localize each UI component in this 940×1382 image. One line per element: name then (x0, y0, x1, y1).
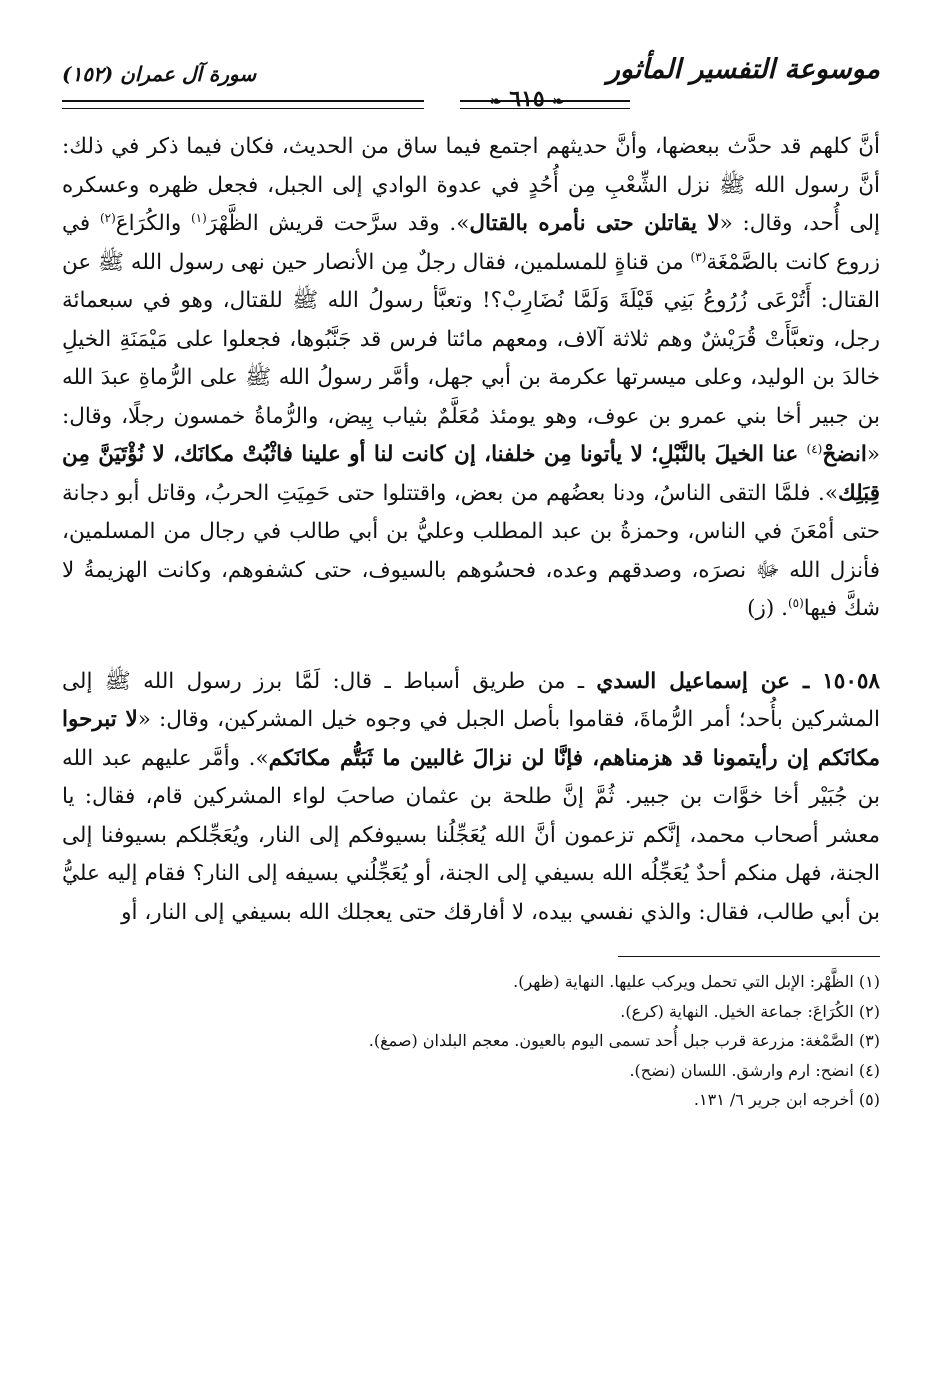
footnote-5: (٥) أخرجه ابن جرير ٦/ ١٣١. (693, 1090, 880, 1109)
bold-text: لا يقاتلن حتى نأمره بالقتال (469, 211, 720, 236)
text-segment: ». وقد سرَّحت قريش الظَّهْرَ (206, 211, 470, 236)
footnote-marker: (٥) (787, 595, 804, 610)
footnote-marker: (٤) (806, 441, 823, 456)
text-segment: . (ز) (747, 596, 788, 621)
bold-text: ١٥٠٥٨ ـ عن إسماعيل السدي (596, 668, 880, 694)
bold-text: لا تبرحوا مكانَكم إن رأيتمونا قد هزمناهم، فإنَّا لن نزالَ غالبين ما ثَبَتُّم مكانَكم (62, 707, 881, 771)
footnote-marker: (١) (190, 210, 207, 225)
ornament-icon: ❧ (489, 94, 502, 110)
footnotes (62, 967, 880, 1115)
text-segment: من قناةٍ للمسلمين، فقال رجلٌ مِن الأنصار حين نهى رسول الله ﷺ عن القتال: أَتُرْعَى زُرُوعُ بَنِي قَيْلَةَ وَلَمَّا نُضَارِبْ؟! وتعبَّأ رسولُ الله ﷺ للقتال، وهو في سبعمائة رجل، وتعبَّأَتْ قُرَيْشٌ وهم ثلاثة آلاف، ومعهم مائتا فرس قد جَنَّبُوها، فجعلوا على مَيْمَنَةِ الخيلِ خالدَ بن الوليد، وعلى ميسرتها عكرمة بن أبي جهل، وأمَّر رسولُ الله ﷺ على الرُّماةِ عبدَ الله بن جبير أخا بني عمرو بن عوف، وهو يومئذ مُعَلَّمٌ بثياب بِيض، والرُّماةُ خمسون رجلًا، وقال: « (62, 249, 880, 467)
document-page (62, 48, 881, 1109)
sura-title: سورة آل عمران (١٥٢) (62, 62, 257, 86)
footnote-1: (١) الظَّهْر: الإبل التي تحمل ويركب عليها. النهاية (ظهر). (513, 972, 880, 991)
page-header (62, 48, 880, 110)
bold-text: انضحْ (822, 442, 867, 467)
text-segment: والكُرَاعَ (115, 211, 191, 236)
main-text (62, 128, 880, 1115)
text-segment: ». فلمَّا التقى الناسُ، ودنا بعضُهم من بعض، واقتتلوا حتى حَمِيَتِ الحربُ، وقاتل أبو دجانة حتى أمْعَنَ في الناس، وحمزةُ بن عبد المطلب وعليُّ بن أبي طالب في رجال من المسلمين، فأنزل الله ﷻ نصرَه، وصدقهم وعده، فحسُوهم بالسيوف، حتى كشفوهم، وكانت الهزيمةُ لا شكَّ فيها (62, 480, 880, 621)
text-segment: ». وأمَّر عليهم عبد الله بن جُبَيْر أخا خوَّات بن جبير. ثُمَّ إنَّ طلحة بن عثمان صاحبَ لواء المشركين قام، فقال: يا معشر أصحاب محمد، إنَّكم تزعمون أنَّ الله يُعَجِّلُنا بسيوفكم إلى النار، ويُعَجِّلكم بسيوفنا إلى الجنة، فهل منكم أحدٌ يُعَجِّلُه الله بسيفي إلى الجنة، أو يُعَجِّلُني بسيفه إلى النار؟ فقام إليه عليُّ بن أبي طالب، فقال: والذي نفسي بيده، لا أفارقك حتى يعجلك الله بسيفي إلى النار، أو (62, 745, 880, 925)
book-title: موسوعة التفسير المأثور (606, 54, 880, 85)
text-segment: ـ من طريق أسباط ـ قال: لَمَّا برز رسول الله ﷺ إلى المشركين بأُحد؛ أمر الرُّماةَ، فقاموا بأصل الجبل في وجوه خيل المشركين، وقال: « (62, 668, 880, 732)
page-number (424, 86, 630, 112)
footnote-separator (618, 956, 880, 957)
footnote-marker: (٣) (690, 249, 707, 264)
footnote-3: (٣) الصَّمْغة: مزرعة قرب جبل أُحد تسمى اليوم بالعيون. معجم البلدان (صمغ). (368, 1031, 880, 1050)
footnote-2: (٢) الكُرَاعَ: جماعة الخيل. النهاية (كرع). (620, 1001, 880, 1021)
footnote-4: (٤) انضح: ارم وارشق. اللسان (نضح). (629, 1060, 880, 1080)
paragraph-1 (62, 128, 880, 629)
paragraph-2 (62, 663, 880, 933)
footnote-marker: (٢) (99, 210, 116, 225)
header-rule-left (62, 100, 424, 109)
text-segment: في زروع كانت بالصَّمْغَة (62, 211, 880, 275)
ornament-icon: ❧ (552, 94, 565, 110)
page-number-text: ٦١٥ (509, 86, 545, 112)
text-segment: أنَّ كلهم قد حدَّث ببعضها، وأنَّ حديثهم اجتمع فيما ساق من الحديث، فكان فيما ذكر في ذلك: أنَّ رسول الله ﷺ نزل الشِّعْبِ مِن أُحُدٍ في عدوة الوادي إلى الجبل، فجعل ظهره وعسكره إلى أُحد، وقال: « (62, 134, 880, 236)
bold-text: عنا الخيلَ بالنَّبْلِ؛ لا يأتونا مِن خلفنا، إن كانت لنا أو علينا فاثْبُتْ مكانَك، لا نُؤْتَيَنَّ مِن قِبَلِك (62, 442, 880, 506)
